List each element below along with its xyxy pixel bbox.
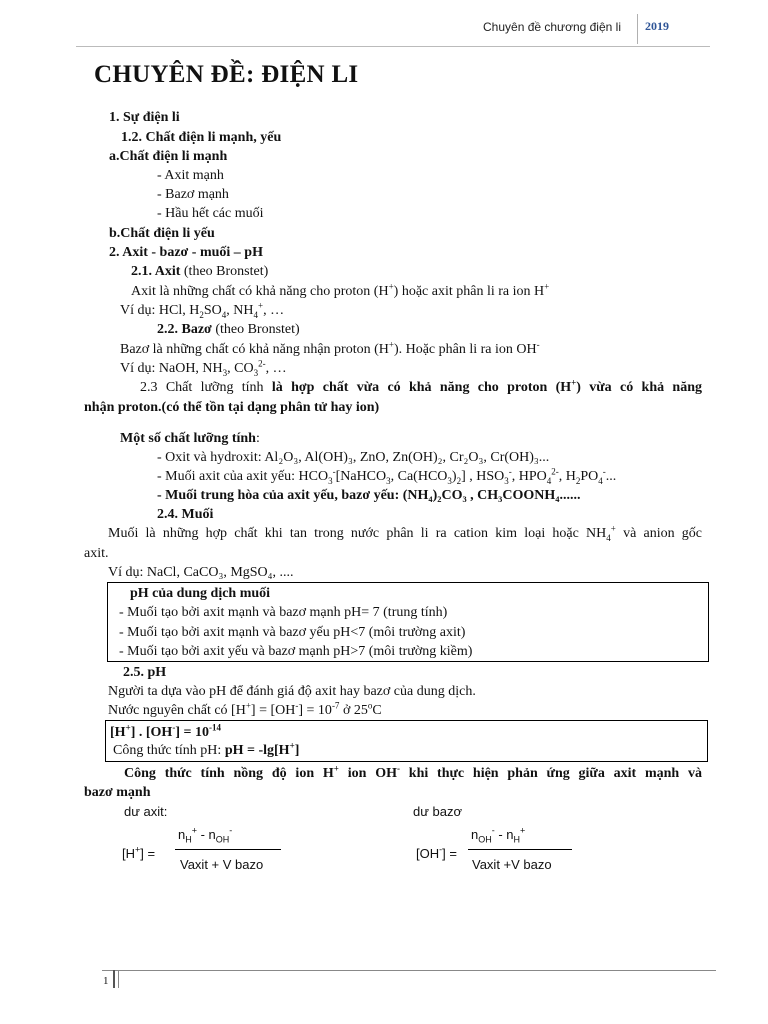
salt-ph-item: - Muối tạo bởi axit mạnh và bazơ mạnh pH= 7 (trung tính) — [119, 605, 448, 620]
fraction-bar — [175, 849, 281, 850]
section-a: a.Chất điện li mạnh — [109, 149, 228, 164]
oh-concentration-numerator: $n_{OH}^- - n_H^+$ — [471, 825, 526, 845]
h-concentration-numerator: $n_H^+ - n_{OH}^-$ — [178, 825, 233, 845]
section-1-2: 1.2. Chất điện li mạnh, yếu — [121, 130, 282, 145]
amphoteric-definition: 2.3 Chất lưỡng tính là hợp chất vừa có khả năng cho proton (H+) vừa có khả năng — [140, 377, 702, 395]
salt-ph-item: - Muối tạo bởi axit yếu và bazơ mạnh pH>7 (môi trường kiềm) — [119, 644, 473, 659]
salt-definition-cont: axit. — [84, 546, 109, 561]
list-item: - Hầu hết các muối — [157, 206, 264, 221]
salt-ph-item: - Muối tạo bởi axit mạnh và bazơ yếu pH<7 (môi trường axit) — [119, 625, 466, 640]
salt-ph-box-title: pH của dung dịch muối — [130, 586, 271, 601]
concentration-heading-cont: bazơ mạnh — [84, 785, 151, 800]
amphoteric-list-title: Một số chất lưỡng tính: — [120, 431, 260, 446]
section-2-2: 2.2. Bazơ (theo Bronstet) — [157, 322, 300, 337]
acid-definition: Axit là những chất có khả năng cho proton (H+) hoặc axit phân li ra ion H+ — [131, 281, 550, 299]
fraction-bar — [468, 849, 572, 850]
amphoteric-oxides: - Oxit và hydroxit: Al₂O₃, Al(OH)₃, ZnO, Zn(OH)₂, Cr₂O₃, Cr(OH)₃... — [157, 450, 550, 465]
section-2-4: 2.4. Muối — [157, 507, 214, 522]
concentration-heading: Công thức tính nồng độ ion H+ ion OH- khi thực hiện phản ứng giữa axit mạnh và — [124, 763, 702, 781]
excess-acid-label: dư axit: — [124, 804, 168, 819]
base-definition: Bazơ là những chất có khả năng nhận proton (H+). Hoặc phân li ra ion OH- — [120, 339, 540, 357]
header-year: 2019 — [645, 19, 669, 33]
h-concentration-denominator: Vaxit + V bazo — [180, 857, 264, 872]
section-2-1: 2.1. Axit (theo Bronstet) — [131, 264, 269, 279]
section-2-5: 2.5. pH — [123, 665, 167, 680]
header-rule — [76, 46, 710, 47]
list-item: - Bazơ mạnh — [157, 187, 229, 202]
page-number: 1 — [103, 975, 109, 987]
section-2: 2. Axit - bazơ - muối – pH — [109, 245, 263, 260]
ph-formula: Công thức tính pH: pH = -lg[H+] — [113, 740, 300, 758]
header-separator — [637, 14, 638, 44]
section-1: 1. Sự điện li — [109, 110, 180, 125]
base-example: Ví dụ: NaOH, $NH_3$, $CO_3^{2-}$, … — [120, 358, 287, 378]
amphoteric-acid-salts: - Muối axit của axit yếu: $HCO_3^-[NaHCO_3$, $Ca(HCO_3)_2$] , $HSO_3^-$, $HPO_4^{2-}$, $H_2PO_4^-$... — [157, 466, 617, 486]
salt-definition: Muối là những hợp chất khi tan trong nước phân li ra cation kim loại hoặc $NH_4^+$ và anion gốc — [108, 523, 703, 543]
excess-base-label: dư bazơ — [413, 804, 463, 819]
ph-intro: Người ta dựa vào pH để đánh giá độ axit hay bazơ của dung dịch. — [108, 684, 476, 699]
salt-example: Ví dụ: NaCl, CaCO₃, MgSO₄, .... — [108, 565, 294, 580]
oh-concentration-denominator: Vaxit +V bazo — [472, 857, 552, 872]
footer-mark — [118, 970, 119, 988]
section-b: b.Chất điện li yếu — [109, 226, 215, 241]
footer-mark — [113, 970, 115, 988]
amphoteric-definition-cont: nhận proton.(có thể tồn tại dạng phân tử hay ion) — [84, 400, 380, 415]
oh-concentration-lhs: [OH-] = — [416, 844, 457, 861]
amphoteric-neutral-salts: - Muối trung hòa của axit yếu, bazơ yếu: (NH₄)₂CO₃ , CH₃COONH₄...... — [157, 488, 581, 503]
list-item: - Axit mạnh — [157, 168, 224, 183]
h-concentration-lhs: [H+] = — [122, 844, 156, 861]
header-subject: Chuyên đề chương điện li — [483, 20, 621, 34]
page-title: CHUYÊN ĐỀ: ĐIỆN LI — [94, 61, 359, 88]
footer-rule — [102, 970, 716, 971]
ion-product: [H+] . $[OH^-] = 10^{-14}$ — [110, 722, 221, 740]
pure-water-ph: Nước nguyên chất có $[H^+] = [OH^-] = 10^{-7}$ ở 25$^o$C — [108, 700, 382, 718]
acid-example: Ví dụ: HCl, $H_2SO_4$, $NH_4^+$, … — [120, 300, 285, 320]
